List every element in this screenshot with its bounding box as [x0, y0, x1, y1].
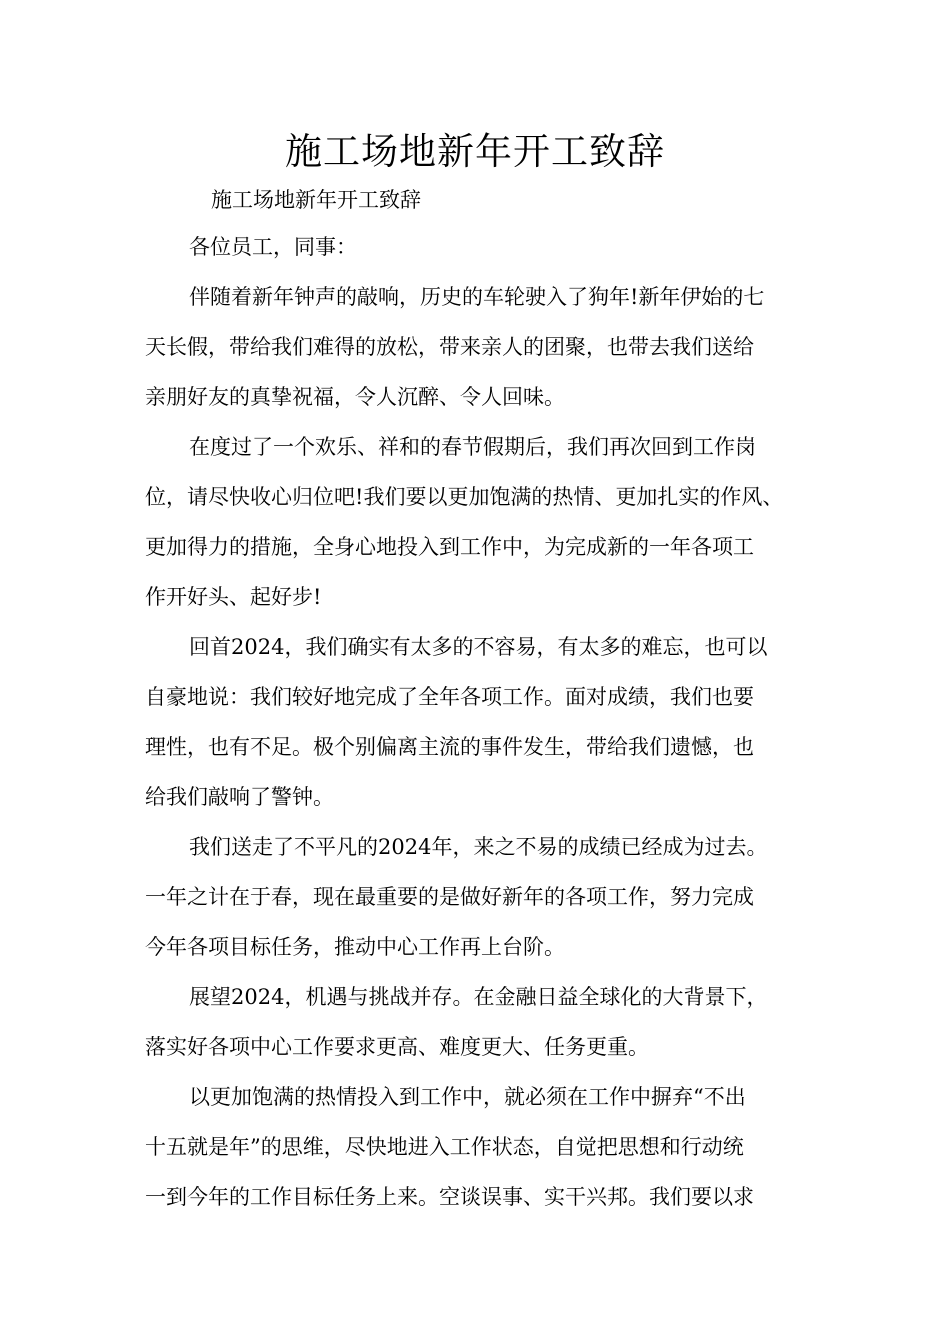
paragraph-line: 回首2024，我们确实有太多的不容易，有太多的难忘，也可以	[189, 635, 768, 659]
document-body	[145, 178, 815, 1222]
paragraph-line: 今年各项目标任务，推动中心工作再上台阶。	[145, 935, 565, 959]
paragraph-line: 一到今年的工作目标任务上来。空谈误事、实干兴邦。我们要以求	[145, 1185, 754, 1209]
paragraph-greeting	[145, 222, 815, 272]
paragraph-line: 一年之计在于春，现在最重要的是做好新年的各项工作，努力完成	[145, 885, 754, 909]
paragraph-line: 展望2024，机遇与挑战并存。在金融日益全球化的大背景下，	[189, 985, 768, 1009]
paragraph-line: 在度过了一个欢乐、祥和的春节假期后，我们再次回到工作岗	[189, 435, 756, 459]
paragraph-line: 天长假，带给我们难得的放松，带来亲人的团聚，也带去我们送给	[145, 335, 754, 359]
paragraph-line: 理性，也有不足。极个别偏离主流的事件发生，带给我们遗憾，也	[145, 735, 754, 759]
paragraph	[145, 622, 815, 822]
paragraph-line: 落实好各项中心工作要求更高、难度更大、任务更重。	[145, 1035, 649, 1059]
paragraph-line: 作开好头、起好步!	[145, 585, 322, 609]
paragraph	[145, 822, 815, 972]
paragraph-line: 十五就是年”的思维，尽快地进入工作状态，自觉把思想和行动统	[145, 1135, 744, 1159]
paragraph	[145, 272, 815, 422]
paragraph-line: 以更加饱满的热情投入到工作中，就必须在工作中摒弃“不出	[189, 1085, 746, 1109]
document-title: 施工场地新年开工致辞	[285, 130, 665, 173]
paragraph-line: 给我们敲响了警钟。	[145, 785, 334, 809]
paragraph-line: 位，请尽快收心归位吧!我们要以更加饱满的热情、更加扎实的作风、	[145, 485, 784, 509]
paragraph-line: 伴随着新年钟声的敲响，历史的车轮驶入了狗年!新年伊始的七	[189, 285, 765, 309]
paragraph	[145, 422, 815, 622]
paragraph-line: 我们送走了不平凡的2024年，来之不易的成绩已经成为过去。	[189, 835, 768, 859]
paragraph-line: 亲朋好友的真挚祝福，令人沉醉、令人回味。	[145, 385, 565, 409]
document-subtitle: 施工场地新年开工致辞	[211, 188, 421, 212]
paragraph	[145, 1072, 815, 1222]
paragraph-line: 各位员工，同事：	[189, 235, 357, 259]
paragraph	[145, 972, 815, 1072]
paragraph-line: 自豪地说：我们较好地完成了全年各项工作。面对成绩，我们也要	[145, 685, 754, 709]
paragraph-line: 更加得力的措施，全身心地投入到工作中，为完成新的一年各项工	[145, 535, 754, 559]
